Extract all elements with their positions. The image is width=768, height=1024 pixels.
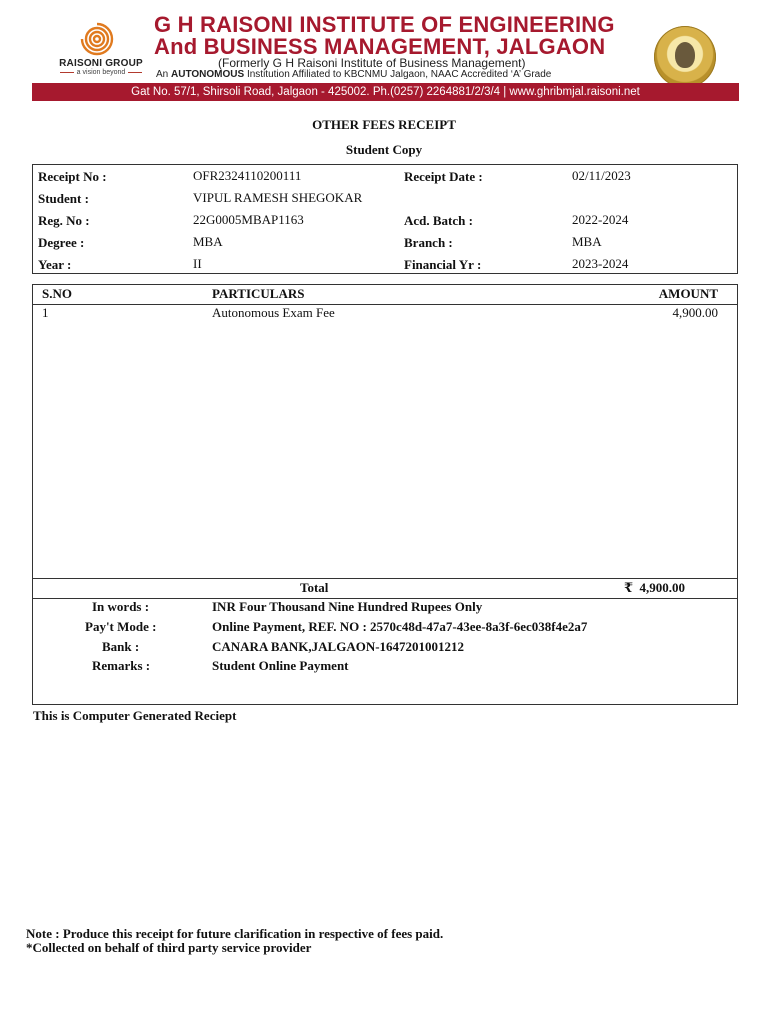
group-name: RAISONI GROUP bbox=[59, 58, 143, 69]
affiliation-rest: Institution Affiliated to KBCNMU Jalgaon, NAAC Accredited ‘A’ Grade bbox=[246, 69, 552, 80]
column-header-sno: S.NO bbox=[42, 286, 72, 301]
branch-label: Branch : bbox=[404, 235, 453, 250]
row-amount: 4,900.00 bbox=[672, 305, 718, 320]
raisoni-swirl-icon bbox=[75, 22, 119, 56]
college-seal-icon bbox=[654, 26, 716, 88]
column-header-particulars: PARTICULARS bbox=[212, 286, 305, 301]
receipt-date-label: Receipt Date : bbox=[404, 169, 483, 184]
receipt-no-label: Receipt No : bbox=[38, 169, 107, 184]
degree-value: MBA bbox=[193, 234, 223, 249]
affiliation-text bbox=[156, 69, 551, 80]
row-sno: 1 bbox=[42, 305, 49, 320]
institute-name-line2: And BUSINESS MANAGEMENT, JALGAON bbox=[154, 34, 606, 59]
address-bar: Gat No. 57/1, Shirsoli Road, Jalgaon - 425002. Ph.(0257) 2264881/2/3/4 | www.ghribmjal.raisoni.net bbox=[32, 83, 739, 101]
degree-label: Degree : bbox=[38, 235, 85, 250]
receipt-date-value: 02/11/2023 bbox=[572, 168, 631, 183]
reg-no-value: 22G0005MBAP1163 bbox=[193, 212, 304, 227]
bank-label: Bank : bbox=[102, 639, 140, 654]
remarks-value: Student Online Payment bbox=[212, 658, 349, 673]
column-header-amount: AMOUNT bbox=[658, 286, 718, 301]
financial-yr-label: Financial Yr : bbox=[404, 257, 482, 272]
raisoni-group-logo bbox=[46, 22, 156, 82]
financial-yr-value: 2023-2024 bbox=[572, 256, 629, 271]
third-party-note: *Collected on behalf of third party service provider bbox=[26, 940, 312, 955]
acd-batch-label: Acd. Batch : bbox=[404, 213, 473, 228]
header-divider bbox=[33, 304, 737, 305]
student-info-box bbox=[32, 164, 738, 274]
bank-value: CANARA BANK,JALGAON-1647201001212 bbox=[212, 639, 465, 654]
in-words-label: In words : bbox=[92, 599, 150, 614]
pay-mode-label: Pay't Mode : bbox=[85, 619, 157, 634]
formerly-text: (Formerly G H Raisoni Institute of Business Management) bbox=[218, 56, 526, 70]
total-label: Total bbox=[300, 580, 329, 595]
computer-generated-note: This is Computer Generated Reciept bbox=[33, 708, 237, 723]
affiliation-prefix: An bbox=[156, 69, 169, 80]
pay-mode-value: Online Payment, REF. NO : 2570c48d-47a7-43ee-8a3f-6ec038f4e2a7 bbox=[212, 619, 588, 634]
year-label: Year : bbox=[38, 257, 72, 272]
total-value: 4,900.00 bbox=[639, 580, 686, 595]
rupee-icon: ₹ bbox=[624, 580, 634, 595]
receipt-no-value: OFR2324110200111 bbox=[193, 168, 302, 183]
student-value: VIPUL RAMESH SHEGOKAR bbox=[193, 190, 363, 205]
remarks-label: Remarks : bbox=[92, 658, 151, 673]
in-words-value: INR Four Thousand Nine Hundred Rupees Only bbox=[212, 599, 483, 614]
branch-value: MBA bbox=[572, 234, 602, 249]
receipt-title: OTHER FEES RECEIPT bbox=[312, 117, 456, 132]
footer-note: Note : Produce this receipt for future clarification in respective of fees paid. bbox=[26, 926, 444, 941]
institute-name-line1: G H RAISONI INSTITUTE OF ENGINEERING bbox=[154, 12, 615, 37]
reg-no-label: Reg. No : bbox=[38, 213, 90, 228]
affiliation-autonomous: AUTONOMOUS bbox=[171, 69, 245, 80]
total-amount bbox=[624, 580, 685, 596]
copy-label: Student Copy bbox=[345, 142, 423, 157]
acd-batch-value: 2022-2024 bbox=[572, 212, 629, 227]
group-tagline: a vision beyond bbox=[46, 69, 156, 76]
row-particular: Autonomous Exam Fee bbox=[212, 305, 335, 320]
student-label: Student : bbox=[38, 191, 89, 206]
total-divider-top bbox=[33, 578, 737, 579]
year-value: II bbox=[193, 256, 202, 271]
